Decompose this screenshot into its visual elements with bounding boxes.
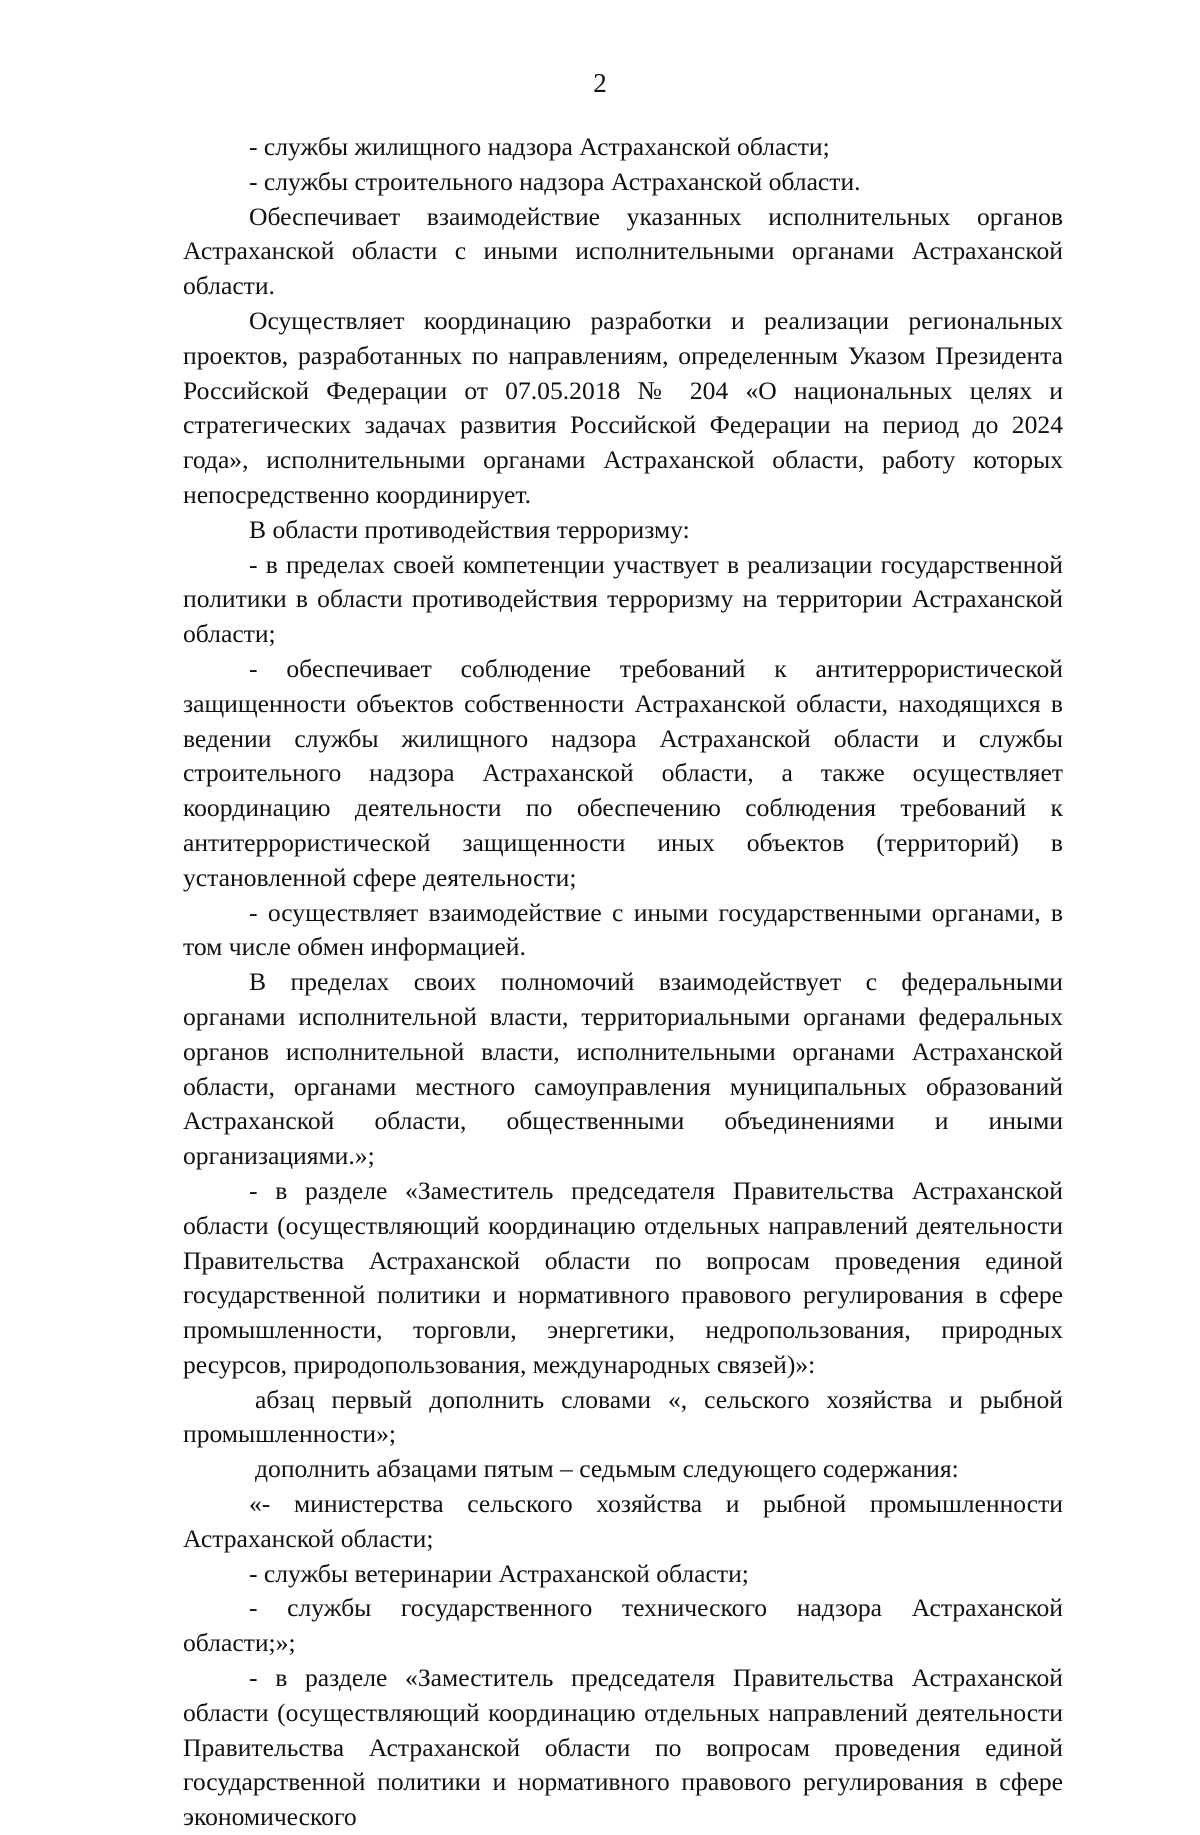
paragraph-technical-supervision: - службы государственного технического надзора Астраханской области;»; (183, 1593, 1063, 1658)
paragraph-counter-terrorism-policy: - в пределах своей компетенции участвует в реализации государственной политики в области противодействия терроризму на территории Астраханской области; (183, 549, 1063, 649)
paragraph-amend-first-paragraph: абзац первый дополнить словами «, сельского хозяйства и рыбной промышленности»; (183, 1384, 1063, 1449)
paragraph-regional-projects: Осуществляет координацию разработки и реализации региональных проектов, разработанных по направлениям, определенным Указом Президента Российской Федерации от 07.05.2018 № 204 «О национальных целях и стратегических задачах развития Российской Федерации на период до 2024 года», исполнительными органами Астраханской области, работу которых непосредственно координирует. (183, 305, 1063, 509)
paragraph-veterinary-service: - службы ветеринарии Астраханской области; (249, 1558, 749, 1588)
paragraph-interaction: Обеспечивает взаимодействие указанных исполнительных органов Астраханской области с иными исполнительными органами Астраханской области. (183, 201, 1063, 301)
paragraph-antiterror-protection: - обеспечивает соблюдение требований к антитеррористической защищенности объектов собственности Астраханской области, находящихся в ведении службы жилищного надзора Астраханской области и службы строительного надзора Астраханской области, а также осуществляет координацию деятельности по обеспечению соблюдения требований к антитеррористической защищенности иных объектов (территорий) в установленной сфере деятельности; (183, 653, 1063, 892)
paragraph-section-economic: - в разделе «Заместитель председателя Правительства Астраханской области (осуществляющий координацию отдельных направлений деятельности Правительства Астраханской области по вопросам проведения единой государственной политики и нормативного правового регулирования в сфере экономического (183, 1663, 1063, 1832)
paragraph-ministry-agriculture: «- министерства сельского хозяйства и рыбной промышленности Астраханской области; (183, 1489, 1063, 1553)
paragraph-information-exchange: - осуществляет взаимодействие с иными государственными органами, в том числе обмен информацией. (183, 897, 1063, 962)
paragraph-construction-supervision: - службы строительного надзора Астраханской области. (249, 166, 861, 196)
page-number: 2 (593, 68, 607, 98)
paragraph-housing-supervision: - службы жилищного надзора Астраханской области; (249, 132, 830, 161)
paragraph-section-industry: - в разделе «Заместитель председателя Правительства Астраханской области (осуществляющий координацию отдельных направлений деятельности Правительства Астраханской области по вопросам проведения единой государственной политики и нормативного правового регулирования в сфере промышленности, торговли, энергетики, недропользования, природных ресурсов, природопользования, международных связей)»: (183, 1175, 1063, 1379)
paragraph-add-paragraphs: дополнить абзацами пятым – седьмым следующего содержания: (255, 1454, 959, 1484)
paragraph-cooperation: В пределах своих полномочий взаимодействует с федеральными органами исполнительной власти, территориальными органами федеральных органов исполнительной власти, исполнительными органами Астраханской области, органами местного самоуправления муниципальных образований Астраханской области, общественными объединениями и иными организациями.»; (183, 967, 1063, 1171)
paragraph-counter-terrorism-heading: В области противодействия терроризму: (249, 514, 690, 544)
document-body (183, 130, 1063, 1835)
